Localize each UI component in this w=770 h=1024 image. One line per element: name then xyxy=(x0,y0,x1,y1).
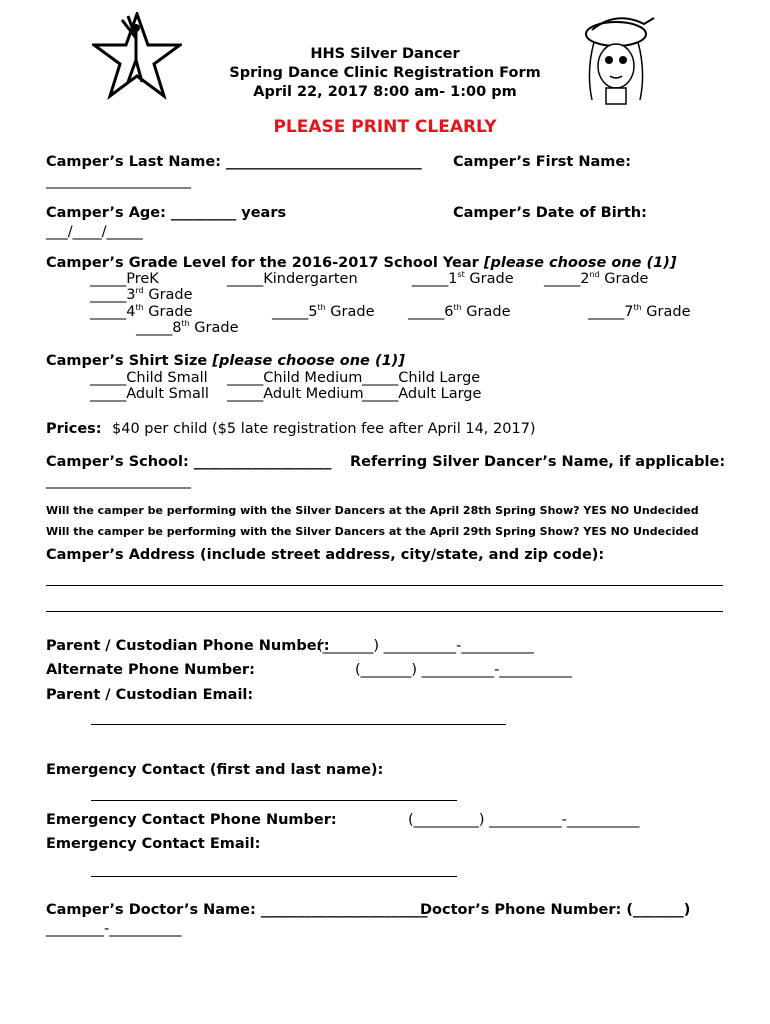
grade-option-prek[interactable]: _____PreK xyxy=(90,271,159,287)
grade-option-6th[interactable]: _____6th Grade xyxy=(408,303,511,320)
referring-dancer-label: Referring Silver Dancer’s Name, if applicable: xyxy=(350,454,726,470)
emergency-name-field[interactable] xyxy=(91,800,457,801)
dob-field[interactable]: ___/____/_____ xyxy=(46,224,143,240)
address-line-1[interactable] xyxy=(46,585,723,586)
grade-option-5th[interactable]: _____5th Grade xyxy=(272,303,375,320)
grade-option-kindergarten[interactable]: _____Kindergarten xyxy=(227,271,358,287)
form-subtitle: Spring Dance Clinic Registration Form xyxy=(229,65,541,81)
last-name-field[interactable]: Camper’s Last Name: ___________________________ xyxy=(46,154,422,170)
grade-option-2nd[interactable]: _____2nd Grade xyxy=(544,270,649,287)
age-field[interactable]: Camper’s Age: _________ years xyxy=(46,205,287,221)
performing-april-28-question[interactable]: Will the camper be performing with the Silver Dancers at the April 28th Spring Show? YES NO Undecided xyxy=(46,504,699,517)
grade-option-7th[interactable]: _____7th Grade xyxy=(588,303,691,320)
address-line-2[interactable] xyxy=(46,611,723,612)
form-date: April 22, 2017 8:00 am- 1:00 pm xyxy=(253,84,517,100)
shirt-heading xyxy=(46,353,405,369)
grade-heading-note: [please choose one (1)] xyxy=(483,255,677,271)
first-name-label: Camper’s First Name: xyxy=(453,154,631,170)
parent-email-field[interactable] xyxy=(91,724,506,725)
doctor-phone-label[interactable]: Doctor’s Phone Number: (_______) xyxy=(420,902,691,918)
print-notice: PLEASE PRINT CLEARLY xyxy=(273,117,497,137)
dob-label: Camper’s Date of Birth: xyxy=(453,205,647,221)
alt-phone-field[interactable]: (_______) __________-__________ xyxy=(355,662,572,678)
shirt-option-adult-medium[interactable]: _____Adult Medium xyxy=(227,386,364,402)
emergency-phone-label: Emergency Contact Phone Number: xyxy=(46,812,337,828)
performing-april-29-question[interactable]: Will the camper be performing with the Silver Dancers at the April 29th Spring Show? YES NO Undecided xyxy=(46,525,699,538)
grade-option-3rd[interactable]: _____3rd Grade xyxy=(90,286,193,303)
grade-option-4th[interactable]: _____4th Grade xyxy=(90,303,193,320)
shirt-option-child-medium[interactable]: _____Child Medium xyxy=(227,370,363,386)
shirt-heading-text: Camper’s Shirt Size xyxy=(46,353,208,369)
referring-dancer-field[interactable]: ____________________ xyxy=(46,473,191,489)
emergency-email-field[interactable] xyxy=(91,876,457,877)
parent-email-label: Parent / Custodian Email: xyxy=(46,687,254,703)
prices-label: Prices: xyxy=(46,421,102,437)
star-dancer-logo-icon xyxy=(92,12,182,100)
emergency-name-label: Emergency Contact (first and last name): xyxy=(46,762,384,778)
parent-phone-label: Parent / Custodian Phone Number: xyxy=(46,638,330,654)
address-label: Camper’s Address (include street address, city/state, and zip code): xyxy=(46,547,605,563)
alt-phone-label: Alternate Phone Number: xyxy=(46,662,255,678)
grade-heading xyxy=(46,255,676,271)
grade-option-8th[interactable]: _____8th Grade xyxy=(136,319,239,336)
shirt-option-child-large[interactable]: _____Child Large xyxy=(362,370,481,386)
prices-text: $40 per child ($5 late registration fee after April 14, 2017) xyxy=(112,421,536,437)
grade-option-1st[interactable]: _____1st Grade xyxy=(412,270,514,287)
emergency-email-label: Emergency Contact Email: xyxy=(46,836,261,852)
grade-heading-text: Camper’s Grade Level for the 2016-2017 School Year xyxy=(46,255,479,271)
shirt-heading-note: [please choose one (1)] xyxy=(212,353,405,369)
doctor-phone-field[interactable]: ________-__________ xyxy=(46,921,182,937)
emergency-phone-field[interactable]: (_________) __________-__________ xyxy=(408,812,640,828)
parent-phone-field[interactable]: (_______) __________-__________ xyxy=(317,638,534,654)
shirt-option-adult-large[interactable]: _____Adult Large xyxy=(362,386,482,402)
form-title: HHS Silver Dancer xyxy=(310,46,460,62)
dancer-face-logo-icon xyxy=(580,12,662,110)
shirt-option-adult-small[interactable]: _____Adult Small xyxy=(90,386,209,402)
school-field[interactable]: Camper’s School: ___________________ xyxy=(46,454,332,470)
shirt-option-child-small[interactable]: _____Child Small xyxy=(90,370,208,386)
doctor-name-field[interactable]: Camper’s Doctor’s Name: _______________________ xyxy=(46,902,428,918)
first-name-field[interactable]: ____________________ xyxy=(46,173,191,189)
